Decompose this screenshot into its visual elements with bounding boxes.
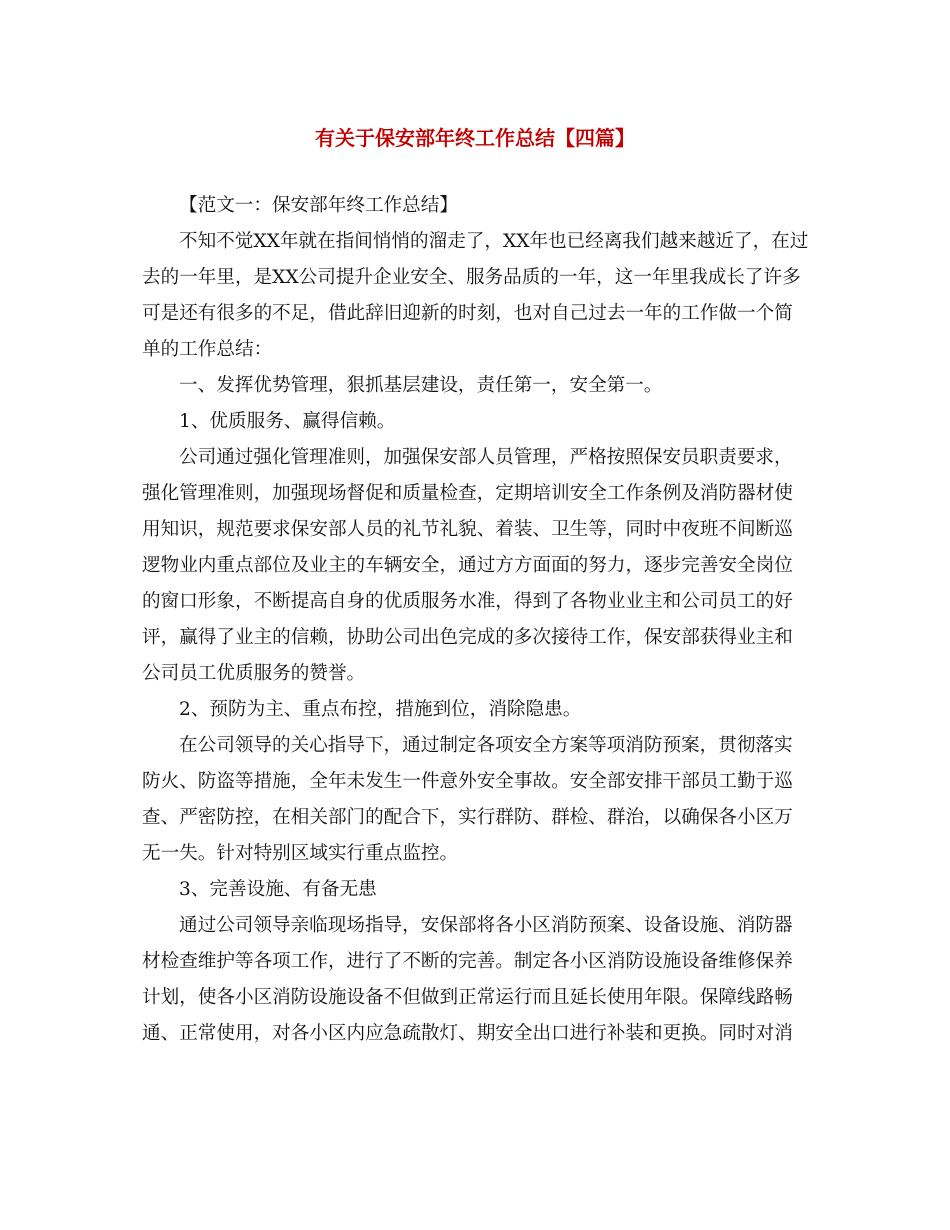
paragraph-line: 公司通过强化管理准则，加强保安部人员管理，严格按照保安员职责要求， [179,447,793,468]
document-title: 有关于保安部年终工作总结【四篇】 [315,126,635,150]
paragraph-line: 计划，使各小区消防设施设备不但做到正常运行而且延长使用年限。保障线路畅 [142,987,793,1008]
paragraph-line: 可是还有很多的不足，借此辞旧迎新的时刻，也对自己过去一年的工作做一个简 [142,303,793,324]
paragraph-line: 用知识，规范要求保安部人员的礼节礼貌、着装、卫生等，同时中夜班不间断巡 [142,519,793,540]
paragraph-line: 查、严密防控，在相关部门的配合下，实行群防、群检、群治，以确保各小区万 [142,807,793,828]
document-body [142,188,809,1052]
subheading-line: 2、预防为主、重点布控，措施到位，消除隐患。 [179,699,582,720]
section-heading: 【范文一：保安部年终工作总结】 [179,195,458,216]
subheading-line: 3、完善设施、有备无患 [179,879,377,900]
paragraph-line: 的窗口形象，不断提高自身的优质服务水准，得到了各物业业主和公司员工的好 [142,591,793,612]
paragraph-line: 单的工作总结： [142,339,273,360]
subheading-line: 1、优质服务、赢得信赖。 [179,411,396,432]
paragraph-line: 通过公司领导亲临现场指导，安保部将各小区消防预案、设备设施、消防器 [179,915,793,936]
paragraph-line: 评，赢得了业主的信赖，协助公司出色完成的多次接待工作，保安部获得业主和 [142,627,793,648]
paragraph-line: 在公司领导的关心指导下，通过制定各项安全方案等项消防预案，贯彻落实 [179,735,793,756]
paragraph-line: 公司员工优质服务的赞誉。 [142,663,366,684]
paragraph-line: 防火、防盗等措施，全年未发生一件意外安全事故。安全部安排干部员工勤于巡 [142,771,793,792]
paragraph-line: 去的一年里，是XX公司提升企业安全、服务品质的一年，这一年里我成长了许多 [142,267,801,288]
paragraph-line: 通、正常使用，对各小区内应急疏散灯、期安全出口进行补装和更换。同时对消 [142,1023,793,1044]
paragraph-line: 强化管理准则，加强现场督促和质量检查，定期培训安全工作条例及消防器材使 [142,483,793,504]
paragraph-line: 逻物业内重点部位及业主的车辆安全，通过方方面面的努力，逐步完善安全岗位 [142,555,793,576]
heading-line: 一、发挥优势管理，狠抓基层建设，责任第一，安全第一。 [179,375,663,396]
paragraph-line: 材检查维护等各项工作，进行了不断的完善。制定各小区消防设施设备维修保养 [142,951,793,972]
paragraph-line: 无一失。针对特别区域实行重点监控。 [142,843,459,864]
paragraph-line: 不知不觉XX年就在指间悄悄的溜走了，XX年也已经离我们越来越近了，在过 [179,231,809,252]
